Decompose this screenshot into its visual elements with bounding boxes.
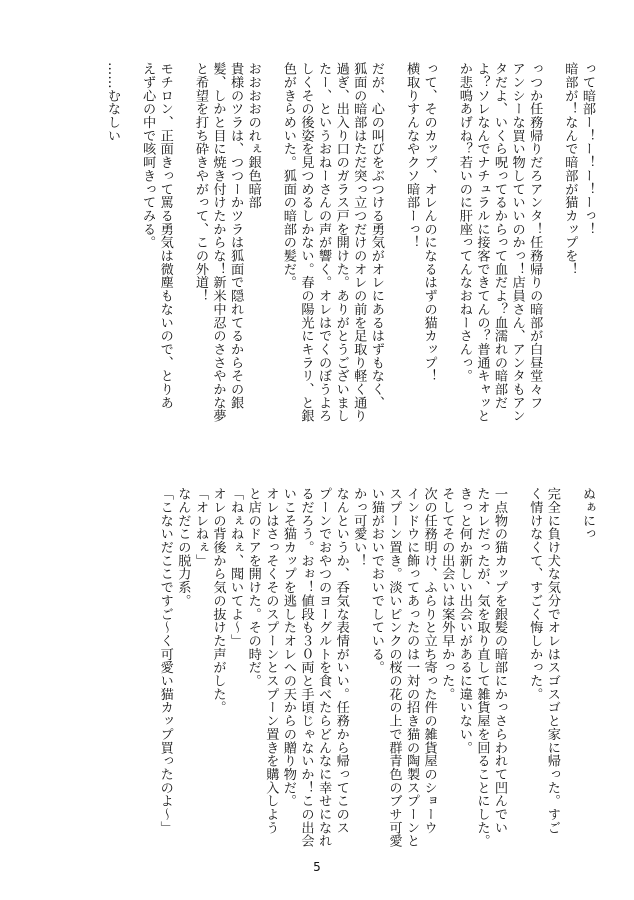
text-line: たー、というおねーさんの声が響く。オレはでくのぼうよろ — [316, 62, 332, 423]
text-line: ぬぁにっ — [580, 487, 595, 541]
text-line: 一点物の猫カップを銀髪の暗部にかっさらわれて凹んでい — [492, 487, 508, 835]
text-line: 貴様のツラは、つつーかツラは狐面で隠れてるからその銀 — [228, 62, 244, 410]
text-line: しくその後姿を見つめるしかない。春の陽光にキラリ、と銀 — [298, 62, 314, 423]
text-line: かっ可愛い！ — [351, 487, 367, 568]
text-line: タだよ、いくら呪ってるからって血だよ？血濡れの暗部だ — [492, 62, 508, 410]
text-line: いこそ猫カップを逃したオレへの天からの贈り物だ。 — [280, 487, 296, 808]
text-line: るだろう。おぉ！値段も３０両と手頃じゃないか！この出会 — [298, 487, 314, 848]
text-line: か悲鳴あげね？若いのに肝座ってんなおねーさんっ。 — [456, 62, 472, 383]
text-line: オレの背後から気の抜けた声がした。 — [210, 487, 226, 714]
text-line: 色がきらめいた。狐面の暗部の髪だ。 — [280, 62, 296, 289]
text-line: 狐面の暗部はただ突っ立つだけのオレの前を足取り軽く通り — [351, 62, 367, 423]
upper-text-block — [103, 62, 596, 452]
text-line: って暗部ー！ー！ー！ーっ！ — [580, 62, 595, 236]
text-line: おおおおのれぇ銀色暗部 — [245, 62, 261, 209]
lower-text-block — [156, 487, 596, 848]
text-line: プーンでおやつのヨーグルトを食べたらどんなに幸せになれ — [316, 487, 332, 848]
text-line: インドウに飾ってあったのは一対の招き猫の陶製スプーンと — [404, 487, 420, 848]
text-line: なんというか、呑気な表情がいい。任務から帰ってこのス — [333, 487, 349, 835]
text-line: 完全に負け犬な気分でオレはスゴスゴと家に帰った。すご — [544, 487, 560, 835]
blank-line — [543, 62, 561, 452]
text-line: だが、心の叫びをぶつける勇気がオレにあるはずもなく、 — [368, 62, 384, 410]
text-line: 髪、しかと目に焼き付けたからな！新米中忍のささやかな夢 — [210, 62, 226, 423]
text-line: なんだこの脱力系。 — [175, 487, 191, 608]
blank-line — [262, 62, 280, 452]
text-line: 暗部が！なんで暗部が猫カップを！ — [562, 62, 578, 276]
text-line: 横取りすんなやクソ暗部ーっ！ — [404, 62, 420, 249]
blank-line — [121, 62, 139, 452]
text-line: と希望を打ち砕きやがって、この外道！ — [192, 62, 208, 303]
text-line: きっと何か新しい出会いがあるに違いない。 — [456, 487, 472, 754]
text-line: たオレだったが、気を取り直して雑貨屋を回ることにした。 — [474, 487, 490, 848]
page-number: 5 — [313, 860, 321, 874]
text-line: 「こないだここですご〜く可愛い猫カップ買ったのよ〜」 — [157, 487, 173, 835]
text-line: 次の任務明け、ふらりと立ち寄った件の雑貨屋のショーウ — [421, 487, 437, 835]
text-line: アンシーな買い物していいのかっ！店員さん、アンタもアン — [509, 62, 525, 423]
text-line: く情けなくて、すごく悔しかった。 — [527, 487, 543, 701]
text-line: 「ねぇねぇ、聞いてよ〜」 — [228, 487, 244, 648]
text-line: そしてその出会いは案外早かった。 — [439, 487, 455, 701]
text-line: ……むなしい — [104, 62, 120, 143]
text-line: よ？ソレなんでナチュラルに接客できてんの？普通キャッと — [474, 62, 490, 423]
text-line: って、そのカップ、オレんのになるはずの猫カップ！ — [421, 62, 437, 383]
text-line: っつか任務帰りだろアンタ！任務帰りの暗部が白昼堂々フ — [527, 62, 543, 410]
blank-line — [174, 62, 192, 452]
blank-line — [508, 487, 526, 837]
text-line: モチロン、正面きって罵る勇気は微塵もないので、とりあ — [157, 62, 173, 410]
blank-line — [561, 487, 579, 837]
text-line: と店のドアを開けた。その時だ。 — [245, 487, 261, 688]
blank-line — [385, 62, 403, 452]
text-line: スプーン置き。淡いピンクの桜の花の上で群青色のブサ可愛 — [386, 487, 402, 848]
text-line: い猫がおいでおいでしている。 — [368, 487, 384, 674]
text-line: えず心の中で咳呵きってみる。 — [140, 62, 156, 249]
blank-line — [438, 62, 456, 452]
text-line: 過ぎ、出入り口のガラス戸を開けた。ありがとうございまし — [333, 62, 349, 423]
text-line: オレはさっそくそのスプーンとスプーン置きを購入しよう — [263, 487, 279, 835]
text-line: 「オレねぇ」 — [192, 487, 208, 568]
